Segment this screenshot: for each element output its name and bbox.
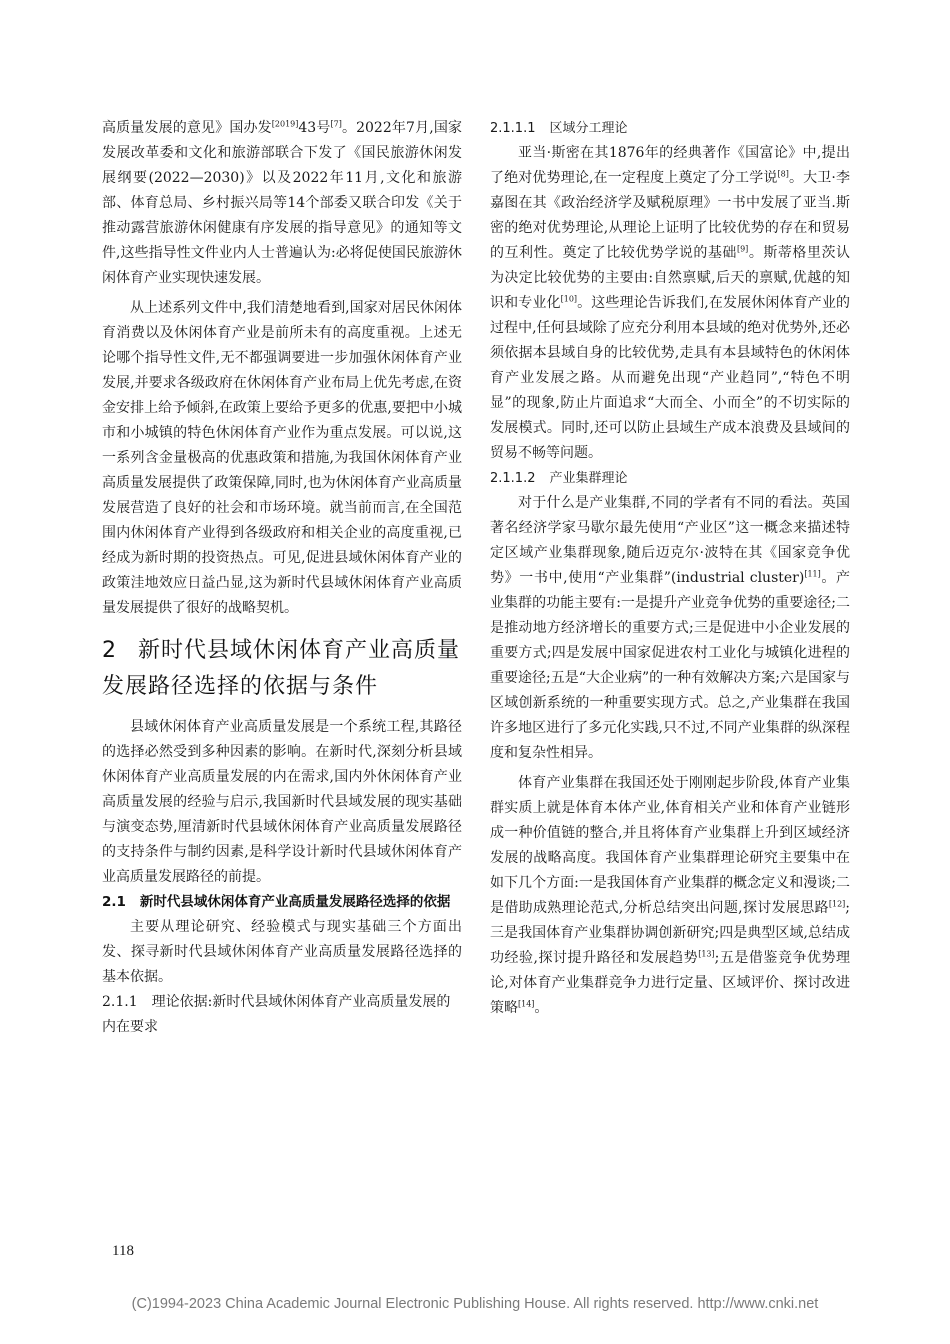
paragraph-5: 亚当·斯密在其1876年的经典著作《国富论》中,提出了绝对优势理论,在一定程度上奠定了分工学说[8]。大卫·李嘉图在其《政治经济学及赋税原理》一书中发展了亚当.斯密的绝对优势理论,从理论上证明了比较优势的存在和贸易的互利性。奠定了比较优势学说的基础[9]。斯蒂格里茨认为决定比较优势的主要由:自然禀赋,后天的禀赋,优越的知识和专业化[10]。这些理论告诉我们,在发展休闲体育产业的过程中,任何县域除了应充分利用本县域的绝对优势外,还必须依据本县域自身的比较优势,走具有本县域特色的休闲体育产业发展之路。从而避免出现“产业趋同”,“特色不明显”的现象,防止片面追求“大而全、小而全”的不切实际的发展模式。同时,还可以防止县域生产成本浪费及县域间的贸易不畅等问题。 — [490, 145, 851, 461]
section-2-1-1-2-number: 2.1.1.2 — [490, 471, 536, 486]
section-2-1-heading — [102, 890, 462, 915]
left-column — [102, 116, 462, 1040]
citation-ref: [11] — [804, 569, 821, 579]
section-2-1-1-number: 2.1.1 — [102, 994, 138, 1010]
paragraph-3: 县域休闲体育产业高质量发展是一个系统工程,其路径的选择必然受到多种因素的影响。在新时代,深刻分析县域休闲体育产业高质量发展的内在需求,国内外休闲体育产业高质量发展的经验与启示,我国新时代县域发展的现实基础与演变态势,厘清新时代县域休闲体育产业高质量发展路径的支持条件与制约因素,是科学设计新时代县域休闲体育产业高质量发展路径的前提。 — [102, 719, 462, 885]
section-2-number: 2 — [102, 638, 117, 663]
section-2-1-title: 新时代县域休闲体育产业高质量发展路径选择的依据 — [139, 894, 451, 910]
citation-ref: [14] — [518, 999, 535, 1009]
section-2-1-1-heading — [102, 990, 462, 1040]
copyright-footer: (C)1994-2023 China Academic Journal Electronic Publishing House. All rights reserved. http://www.cnki.net — [131, 1296, 819, 1312]
citation-ref: [12] — [828, 899, 846, 909]
section-2-title: 新时代县域休闲体育产业高质量发展路径选择的依据与条件 — [102, 638, 461, 699]
citation-ref: [10] — [560, 294, 578, 304]
right-column — [490, 116, 850, 1021]
paragraph-1: 高质量发展的意见》国办发[2019]43号[7]。2022年7月,国家发展改革委和文化和旅游部联合下发了《国民旅游休闲发展纲要(2022—2030)》以及2022年11月,文化和旅游部、体育总局、乡村振兴局等14个部委又联合印发《关于推动露营旅游休闲健康有序发展的指导意见》的通知等文件,这些指导性文件业内人士普遍认为:必将促使国民旅游休闲体育产业实现快速发展。 — [102, 119, 462, 286]
citation-ref: [7] — [330, 119, 342, 129]
paragraph-6: 对于什么是产业集群,不同的学者有不同的看法。英国著名经济学家马歇尔最先使用“产业区”这一概念来描述特定区域产业集群现象,随后迈克尔·波特在其《国家竞争优势》一书中,使用“产业集群”(industrial cluster)[11]。产业集群的功能主要有:一是提升产业竞争优势的重要途径;二是推动地方经济增长的重要方式;三是促进中小企业发展的重要方式;四是发展中国家促进农村工业化与城镇化进程的重要途径;五是“大企业病”的一种有效解决方案;六是国家与区域创新系统的一种重要实现方式。总之,产业集群在我国许多地区进行了多元化实践,只不过,不同产业集群的纵深程度和复杂性相异。 — [490, 495, 851, 761]
citation-ref: [2019] — [271, 119, 299, 129]
section-2-1-1-1-title: 区域分工理论 — [549, 121, 628, 136]
section-2-1-1-2-heading — [490, 466, 850, 491]
citation-ref: [13] — [698, 949, 715, 959]
section-2-1-1-1-heading — [490, 116, 850, 141]
paragraph-2: 从上述系列文件中,我们清楚地看到,国家对居民休闲体育消费以及休闲体育产业是前所未有的高度重视。上述无论哪个指导性文件,无不都强调要进一步加强休闲体育产业发展,并要求各级政府在休闲体育产业布局上优先考虑,在资金安排上给予倾斜,在政策上要给予更多的优惠,要把中小城市和小城镇的特色休闲体育产业作为重点发展。可以说,这一系列含金量极高的优惠政策和措施,为我国休闲体育产业高质量发展提供了政策保障,同时,也为休闲体育产业高质量发展营造了良好的社会和市场环境。就当前而言,在全国范围内休闲体育产业得到各级政府和相关企业的高度重视,已经成为新时期的投资热点。可见,促进县域休闲体育产业的政策洼地效应日益凸显,这为新时代县域休闲体育产业高质量发展提供了很好的战略契机。 — [102, 300, 462, 616]
section-2-1-1-title: 理论依据:新时代县域休闲体育产业高质量发展的内在要求 — [102, 994, 451, 1035]
citation-ref: [8] — [777, 169, 789, 179]
paragraph-7: 体育产业集群在我国还处于刚刚起步阶段,体育产业集群实质上就是体育本体产业,体育相关产业和体育产业链形成一种价值链的整合,并且将体育产业集群上升到区域经济发展的战略高度。我国体育产业集群理论研究主要集中在如下几个方面:一是我国体育产业集群的概念定义和漫谈;二是借助成熟理论范式,分析总结突出问题,探讨发展思路[12];三是我国体育产业集群协调创新研究;四是典型区域,总结成功经验,探讨提升路径和发展趋势[13];五是借鉴竞争优势理论,对体育产业集群竞争力进行定量、区域评价、探讨改进策略[14]。 — [490, 775, 851, 1016]
citation-ref: [9] — [736, 244, 749, 254]
page-number: 118 — [112, 1243, 134, 1259]
paragraph-4: 主要从理论研究、经验模式与现实基础三个方面出发、探寻新时代县域休闲体育产业高质量发展路径选择的基本依据。 — [102, 919, 462, 985]
section-2-1-1-1-number: 2.1.1.1 — [490, 121, 536, 136]
section-2-1-1-2-title: 产业集群理论 — [549, 471, 628, 486]
section-2-1-number: 2.1 — [102, 894, 126, 910]
section-2-heading — [102, 633, 462, 705]
